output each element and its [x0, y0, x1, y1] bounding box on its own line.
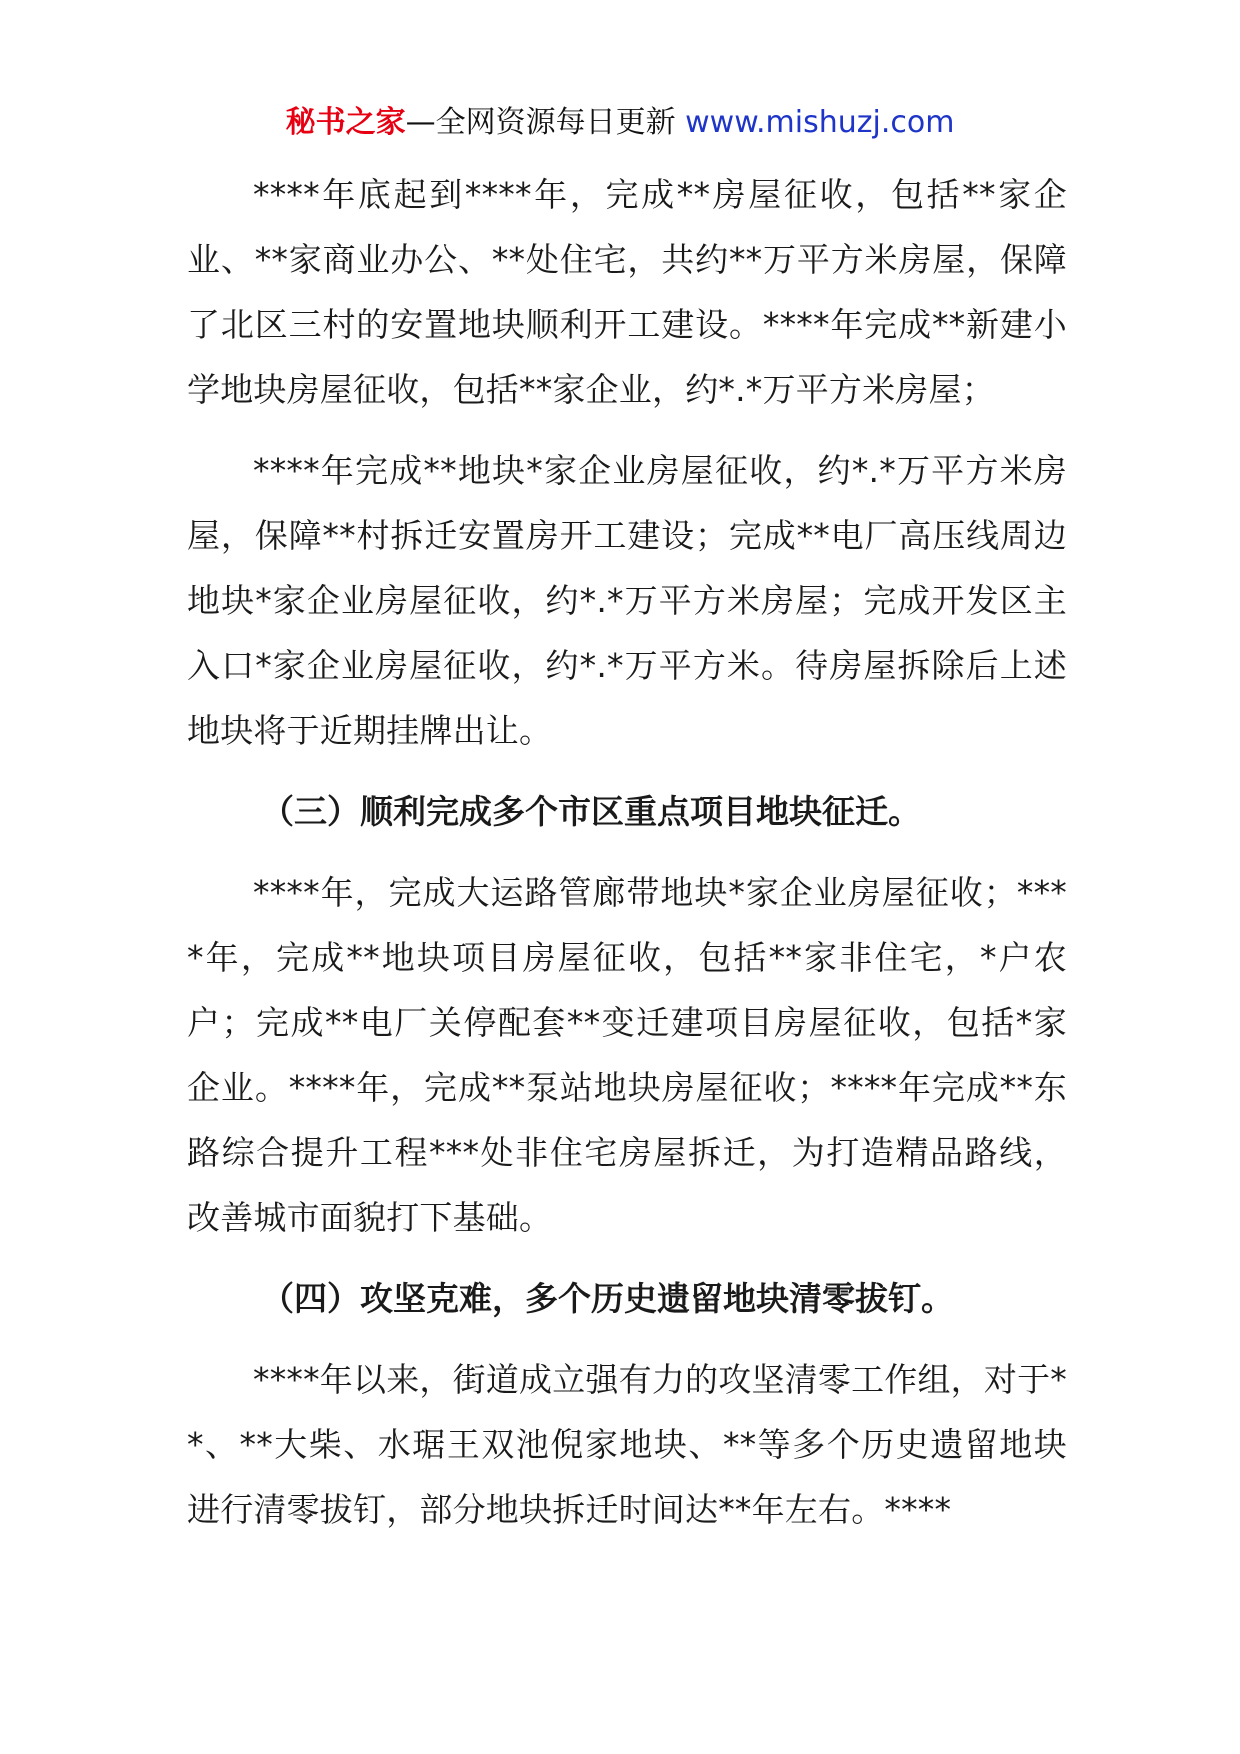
document-body [187, 162, 1067, 1542]
paragraph-1: ****年底起到****年，完成**房屋征收，包括**家企业、**家商业办公、**处住宅，共约**万平方米房屋，保障了北区三村的安置地块顺利开工建设。****年完成**新建小学地块房屋征收，包括**家企业，约*.*万平方米房屋； [187, 175, 1067, 409]
section-heading-4: （四）攻坚克难，多个历史遗留地块清零拔钉。 [261, 1279, 954, 1318]
paragraph-3: ****年，完成大运路管廊带地块*家企业房屋征收；****年，完成**地块项目房屋征收，包括**家非住宅，*户农户；完成**电厂关停配套**变迁建项目房屋征收，包括*家企业。****年，完成**泵站地块房屋征收；****年完成**东路综合提升工程***处非住宅房屋拆迁，为打造精品路线，改善城市面貌打下基础。 [187, 873, 1067, 1237]
paragraph-4: ****年以来，街道成立强有力的攻坚清零工作组，对于**、**大柴、水琚王双池倪家地块、**等多个历史遗留地块进行清零拔钉，部分地块拆迁时间达**年左右。**** [187, 1360, 1067, 1529]
section-heading-3: （三）顺利完成多个市区重点项目地块征迁。 [261, 792, 921, 831]
header-tagline: —全网资源每日更新 [405, 105, 676, 140]
page-header [0, 103, 1240, 143]
site-url-link[interactable]: www.mishuzj.com [685, 105, 955, 140]
paragraph-2: ****年完成**地块*家企业房屋征收，约*.*万平方米房屋，保障**村拆迁安置房开工建设；完成**电厂高压线周边地块*家企业房屋征收，约*.*万平方米房屋；完成开发区主入口*家企业房屋征收，约*.*万平方米。待房屋拆除后上述地块将于近期挂牌出让。 [187, 451, 1067, 750]
brand-name: 秘书之家 [285, 105, 406, 140]
